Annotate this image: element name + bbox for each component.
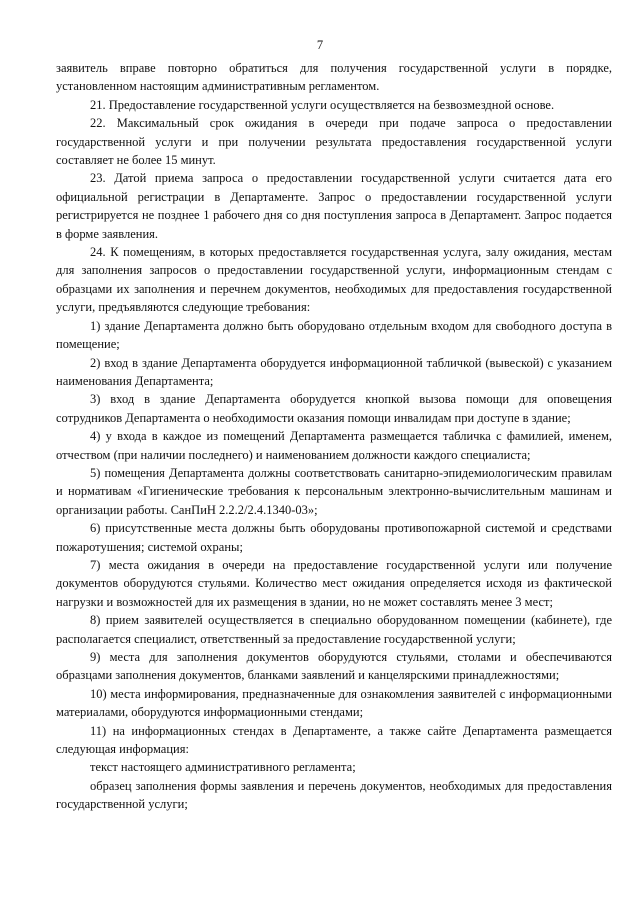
requirement-item-6: 6) присутственные места должны быть оборудованы противопожарной системой и средствами пожаротушения; системой охраны;: [56, 521, 612, 554]
requirement-item-11: 11) на информационных стендах в Департаменте, а также сайте Департамента размещается следующая информация:: [56, 723, 612, 757]
requirement-item-3: 3) вход в здание Департамента оборудуется кнопкой вызова помощи для оповещения сотрудников Департамента о необходимости оказания помощи инвалидам при доступе в здание;: [56, 392, 612, 425]
paragraph-21: 21. Предоставление государственной услуги осуществляется на безвозмездной основе.: [90, 97, 555, 112]
paragraph-23: 23. Датой приема запроса о предоставлении государственной услуги считается дата его официальной регистрации в Департаменте. Запрос о предоставлении государственной услуги регистрируется не позднее 1 рабочего дня со дня поступления запроса в Департамент. Запрос подается в форме заявления.: [56, 171, 612, 241]
requirement-item-4: 4) у входа в каждое из помещений Департамента размещается табличка с фамилией, именем, отчеством (при наличии последнего) и наименованием должности каждого специалиста;: [56, 429, 612, 462]
paragraph-22: 22. Максимальный срок ожидания в очереди при подаче запроса о предоставлении государственной услуги и при получении результата предоставления государственной услуги составляет не более 15 минут.: [56, 116, 612, 168]
requirement-item-1: 1) здание Департамента должно быть оборудовано отдельным входом для свободного доступа в помещение;: [56, 318, 612, 352]
info-item-regulation-text: текст настоящего административного регламента;: [90, 760, 356, 775]
paragraph-continuation: заявитель вправе повторно обратиться для получения государственной услуги в порядке, установленном настоящим административным регламентом.: [56, 61, 612, 94]
requirement-item-8: 8) прием заявителей осуществляется в специально оборудованном помещении (кабинете), где располагается специалист, ответственный за предоставление государственной услуги;: [56, 613, 612, 646]
paragraph-24: 24. К помещениям, в которых предоставляется государственная услуга, залу ожидания, местам для заполнения запросов о предоставлении государственной услуги, информационным стендам с образцами их заполнения и перечнем документов, необходимых для предоставления государственной услуги, предъявляются следующие требования:: [56, 245, 612, 315]
document-body: [56, 59, 612, 814]
requirement-item-9: 9) места для заполнения документов оборудуются стульями, столами и обеспечиваются образцами заполнения документов, бланками заявлений и канцелярскими принадлежностями;: [56, 650, 612, 683]
requirement-item-10: 10) места информирования, предназначенные для ознакомления заявителей с информационными материалами, оборудуются информационными стендами;: [56, 686, 612, 720]
requirement-item-5: 5) помещения Департамента должны соответствовать санитарно-эпидемиологическим правилам и нормативам «Гигиенические требования к персональным электронно-вычислительным машинам и организации работы. СанПиН 2.2.2/2.4.1340-03»;: [56, 465, 612, 517]
requirement-item-2: 2) вход в здание Департамента оборудуется информационной табличкой (вывеской) с указанием наименования Департамента;: [56, 355, 612, 388]
info-item-application-sample: образец заполнения формы заявления и перечень документов, необходимых для предоставления государственной услуги;: [56, 778, 612, 812]
page-number: 7: [316, 38, 324, 52]
requirement-item-7: 7) места ожидания в очереди на предоставление государственной услуги или получение документов оборудуются стульями. Количество мест ожидания определяется исходя из фактической нагрузки и возможностей для их размещения в здании, но не может составлять менее 3 мест;: [56, 557, 612, 609]
